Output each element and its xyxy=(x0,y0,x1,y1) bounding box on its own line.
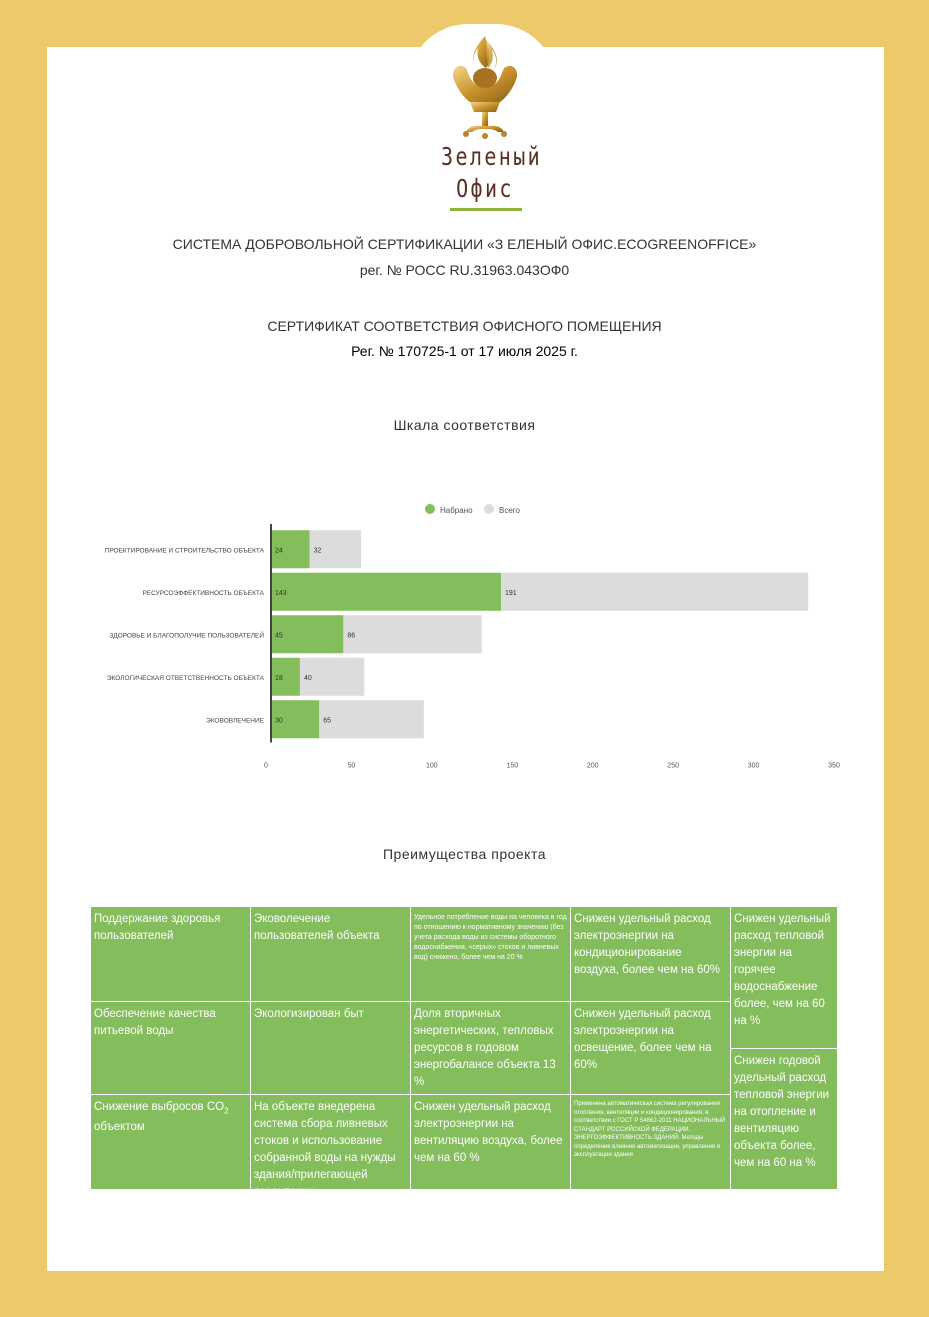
bar-label-total-1: 191 xyxy=(505,589,517,597)
category-label-0: ПРОЕКТИРОВАНИЕ И СТРОИТЕЛЬСТВО ОБЪЕКТА xyxy=(104,547,264,555)
legend-marker-scored xyxy=(425,504,435,514)
advantage-heating: Снижен годовой удельный расход тепловой энергии на отопление и вентиляцию объекта более, чем на 60 на % xyxy=(734,1055,830,1169)
x-tick-0: 0 xyxy=(264,762,268,770)
certification-system: СИСТЕМА ДОБРОВОЛЬНОЙ СЕРТИФИКАЦИИ «З ЕЛЕНЫЙ ОФИС.ECOGREENOFFICE» xyxy=(172,236,757,252)
bar-label-scored-2: 45 xyxy=(275,632,283,640)
legend-label-total: Всего xyxy=(499,506,520,515)
advantages-grid xyxy=(91,907,837,1198)
x-tick-6: 300 xyxy=(747,762,760,770)
certificate-registration: Рег. № 170725-1 от 17 июля 2025 г. xyxy=(351,343,578,359)
advantage-automation: Применена автоматическая система регулирования отопления, вентиляции и кондиционирования, в соответствии с ГОСТ Р 54862-2011 НАЦИОНАЛЬНЫЙ СТАНДАРТ РОССИЙСКОЙ ФЕДЕРАЦИИ. ЭНЕРГОЭФФЕКТИВНОСТЬ ЗДАНИЙ. Методы определения влияния автоматизации, управления и эксплуатации здания xyxy=(574,1101,726,1158)
legend-marker-total xyxy=(484,504,494,514)
advantage-health: Поддержание здоровья пользователей xyxy=(94,913,221,942)
advantage-ventilation: Снижен удельный расход электроэнергии на вентиляцию воздуха, более чем на 60 % xyxy=(414,1101,563,1164)
category-label-3: ЭКОЛОГИЧЕСКАЯ ОТВЕТСТВЕННОСТЬ ОБЪЕКТА xyxy=(106,674,264,682)
advantages-title: Преимущества проекта xyxy=(382,846,546,862)
advantage-involvement: Эковолечение пользователей объекта xyxy=(254,913,380,942)
bar-scored-1 xyxy=(271,573,501,611)
compliance-chart xyxy=(0,490,929,780)
advantage-eco-life: Экологизирован быт xyxy=(254,1008,364,1020)
x-tick-7: 350 xyxy=(828,762,840,770)
bar-total-4 xyxy=(319,700,424,738)
torch-chair-emblem xyxy=(430,32,540,142)
x-tick-1: 50 xyxy=(347,762,356,770)
bar-label-total-4: 65 xyxy=(323,717,332,725)
category-label-1: РЕСУРСОЭФФЕКТИВНОСТЬ ОБЪЕКТА xyxy=(142,589,264,597)
bar-label-total-2: 86 xyxy=(347,632,356,640)
bar-total-1 xyxy=(501,573,808,611)
bar-label-total-0: 32 xyxy=(313,547,322,555)
bar-label-total-3: 40 xyxy=(303,674,312,682)
bar-label-scored-4: 30 xyxy=(275,717,283,725)
logo-word-2: Офис xyxy=(456,174,514,203)
advantage-conditioning: Снижен удельный расход электроэнергии на кондиционирование воздуха, более чем на 60% xyxy=(574,913,721,976)
x-tick-3: 150 xyxy=(506,762,519,770)
advantage-secondary-energy: Доля вторичных энергетических, тепловых ресурсов в годовом энергобалансе объекта 13 % xyxy=(414,1008,556,1088)
x-tick-5: 250 xyxy=(667,762,679,770)
logo xyxy=(430,32,543,222)
logo-word-1: Зеленый xyxy=(441,142,543,171)
category-label-2: ЗДОРОВЬЕ И БЛАГОПОЛУЧИЕ ПОЛЬЗОВАТЕЛЕЙ xyxy=(109,632,264,640)
system-registration: рег. № РОСС RU.31963.043ОФ0 xyxy=(359,262,570,278)
certificate-title: СЕРТИФИКАТ СООТВЕТСТВИЯ ОФИСНОГО ПОМЕЩЕНИЯ xyxy=(267,318,662,334)
advantage-water-use: Удельное потребление воды на человека в год по отношению к нормативному значению (без учета расхода воды из системы оборотного водоснабжения, «серых» стоков и ливневых вод) снижено, более чем на 20 % xyxy=(414,914,567,961)
advantage-lighting: Снижен удельный расход электроэнергии на освещение, более чем на 60% xyxy=(574,1008,712,1071)
legend-label-scored: Набрано xyxy=(440,506,473,515)
advantage-drinking-water: Обеспечение качества питьевой воды xyxy=(94,1008,216,1037)
scale-title: Шкала соответствия xyxy=(393,417,536,433)
bar-label-scored-1: 143 xyxy=(275,589,287,597)
bar-label-scored-0: 24 xyxy=(275,547,283,555)
bar-label-scored-3: 18 xyxy=(275,674,283,682)
advantage-hot-water: Снижен удельный расход тепловой энергии на горячее водоснабжение более, чем на 60 на % xyxy=(734,913,831,1027)
x-tick-4: 200 xyxy=(586,762,599,770)
logo-underline xyxy=(450,208,522,211)
bar-total-2 xyxy=(343,615,481,653)
advantage-rainwater: На объекте внедерена система сбора ливневых стоков и использование собранной воды на нужды здания/прилегающей территории xyxy=(254,1101,396,1198)
category-label-4: ЭКОВОВЛЕЧЕНИЕ xyxy=(206,717,264,725)
advantage-co2: Снижение выбросов $CO_2$ объектом xyxy=(94,1101,229,1134)
x-tick-2: 100 xyxy=(426,762,438,770)
